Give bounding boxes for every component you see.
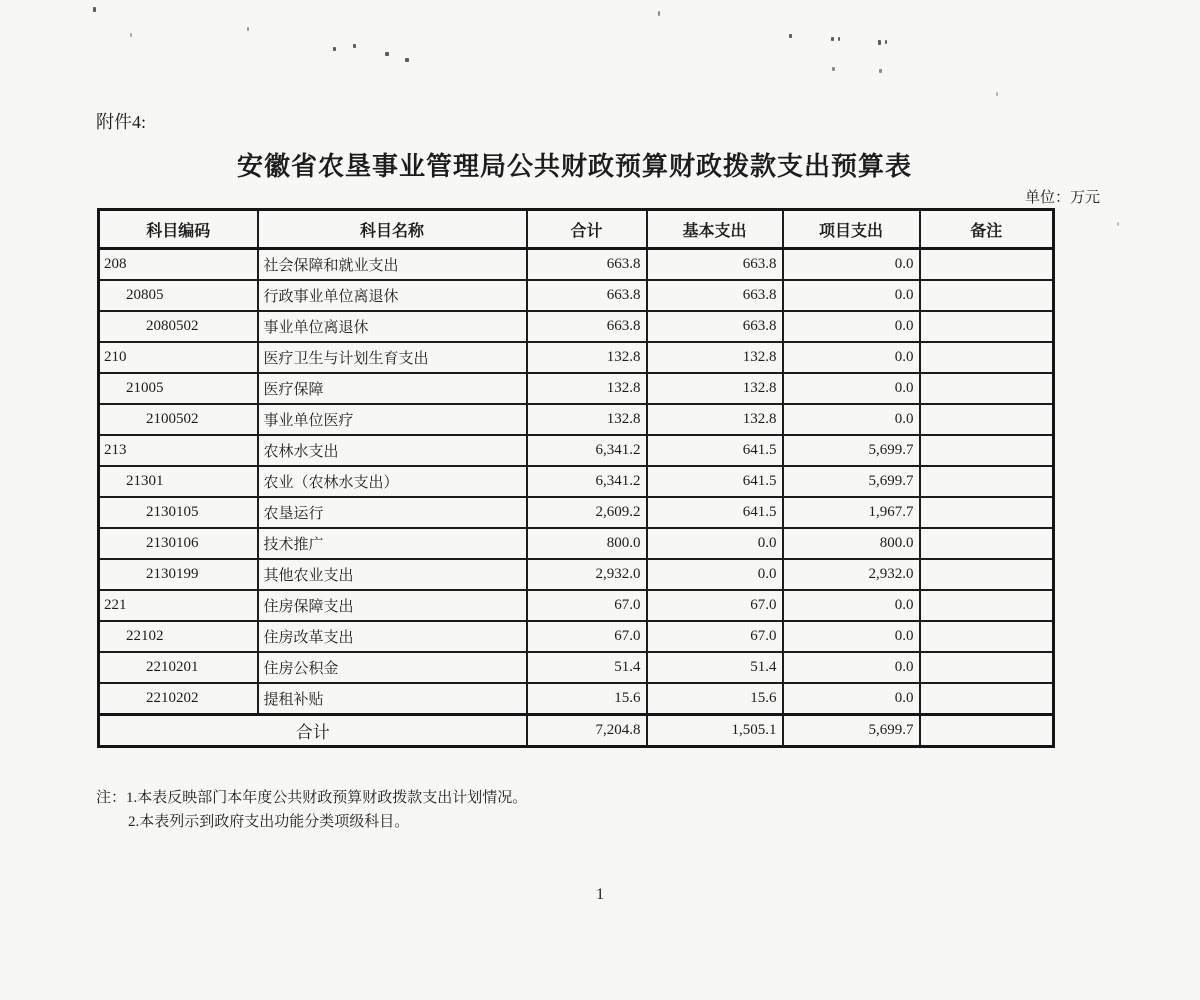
row-total-cell: 67.0: [527, 590, 647, 621]
total-row-label: 合计: [99, 715, 527, 747]
row-code-cell: 22102: [99, 621, 258, 652]
row-name-cell: 社会保障和就业支出: [258, 249, 527, 281]
row-project-cell: 1,967.7: [783, 497, 920, 528]
row-remark-cell: [920, 249, 1054, 281]
row-basic-cell: 663.8: [647, 311, 783, 342]
row-project-cell: 5,699.7: [783, 435, 920, 466]
scan-speck: [333, 47, 336, 51]
row-total-cell: 663.8: [527, 249, 647, 281]
column-header-total: 合计: [527, 210, 647, 249]
row-total-cell: 132.8: [527, 404, 647, 435]
row-project-cell: 0.0: [783, 683, 920, 715]
row-project-cell: 0.0: [783, 652, 920, 683]
row-remark-cell: [920, 683, 1054, 715]
row-project-cell: 0.0: [783, 590, 920, 621]
column-header-name: 科目名称: [258, 210, 527, 249]
row-basic-cell: 15.6: [647, 683, 783, 715]
column-header-basic: 基本支出: [647, 210, 783, 249]
scan-speck: [1117, 222, 1119, 226]
row-total-cell: 67.0: [527, 621, 647, 652]
row-remark-cell: [920, 559, 1054, 590]
row-total-cell: 663.8: [527, 311, 647, 342]
row-basic-cell: 641.5: [647, 435, 783, 466]
row-name-cell: 农林水支出: [258, 435, 527, 466]
scan-speck: [879, 69, 882, 73]
row-total-cell: 51.4: [527, 652, 647, 683]
row-name-cell: 行政事业单位离退休: [258, 280, 527, 311]
row-code-cell: 20805: [99, 280, 258, 311]
row-basic-cell: 51.4: [647, 652, 783, 683]
row-code-cell: 2210202: [99, 683, 258, 715]
table-row: [99, 342, 1054, 373]
scan-speck: [405, 58, 409, 62]
row-name-cell: 农垦运行: [258, 497, 527, 528]
row-total-cell: 6,341.2: [527, 466, 647, 497]
unit-label: 单位：万元: [1024, 190, 1100, 206]
row-total-cell: 2,932.0: [527, 559, 647, 590]
scan-speck: [353, 44, 356, 48]
scan-speck: [247, 27, 249, 31]
row-project-cell: 2,932.0: [783, 559, 920, 590]
row-project-cell: 0.0: [783, 342, 920, 373]
row-remark-cell: [920, 590, 1054, 621]
column-header-remark: 备注: [920, 210, 1054, 249]
footnote-2: 2.本表列示到政府支出功能分类项级科目。: [128, 814, 410, 830]
scan-speck: [832, 67, 835, 71]
table-row: [99, 466, 1054, 497]
row-project-cell: 800.0: [783, 528, 920, 559]
row-code-cell: 21005: [99, 373, 258, 404]
total-row-remark: [920, 715, 1054, 747]
row-name-cell: 医疗保障: [258, 373, 527, 404]
row-total-cell: 132.8: [527, 373, 647, 404]
row-project-cell: 0.0: [783, 404, 920, 435]
row-remark-cell: [920, 435, 1054, 466]
row-basic-cell: 0.0: [647, 559, 783, 590]
row-code-cell: 2130199: [99, 559, 258, 590]
table-row: [99, 373, 1054, 404]
row-name-cell: 住房公积金: [258, 652, 527, 683]
row-project-cell: 0.0: [783, 373, 920, 404]
row-name-cell: 提租补贴: [258, 683, 527, 715]
row-code-cell: 210: [99, 342, 258, 373]
row-basic-cell: 67.0: [647, 621, 783, 652]
table-row: [99, 621, 1054, 652]
table-row: [99, 311, 1054, 342]
footnotes: [96, 786, 527, 834]
row-code-cell: 2130106: [99, 528, 258, 559]
total-row-basic: 1,505.1: [647, 715, 783, 747]
row-remark-cell: [920, 280, 1054, 311]
row-code-cell: 2130105: [99, 497, 258, 528]
scan-speck: [878, 40, 881, 45]
table-header-row: [99, 210, 1054, 249]
row-project-cell: 0.0: [783, 249, 920, 281]
row-remark-cell: [920, 621, 1054, 652]
scan-speck: [130, 33, 132, 37]
row-total-cell: 132.8: [527, 342, 647, 373]
row-name-cell: 事业单位离退休: [258, 311, 527, 342]
row-basic-cell: 663.8: [647, 249, 783, 281]
table-row: [99, 280, 1054, 311]
footnote-1: 注：1.本表反映部门本年度公共财政预算财政拨款支出计划情况。: [96, 790, 528, 806]
column-header-project: 项目支出: [783, 210, 920, 249]
row-remark-cell: [920, 652, 1054, 683]
scan-speck: [385, 52, 389, 56]
table-total-row: [99, 715, 1054, 747]
row-remark-cell: [920, 497, 1054, 528]
total-row-project: 5,699.7: [783, 715, 920, 747]
table-body: [99, 249, 1054, 715]
scan-speck: [838, 37, 840, 41]
row-code-cell: 2100502: [99, 404, 258, 435]
row-remark-cell: [920, 373, 1054, 404]
row-name-cell: 其他农业支出: [258, 559, 527, 590]
row-basic-cell: 132.8: [647, 342, 783, 373]
row-name-cell: 住房改革支出: [258, 621, 527, 652]
row-remark-cell: [920, 342, 1054, 373]
row-name-cell: 住房保障支出: [258, 590, 527, 621]
row-code-cell: 21301: [99, 466, 258, 497]
scan-speck: [885, 40, 887, 44]
row-total-cell: 6,341.2: [527, 435, 647, 466]
row-project-cell: 0.0: [783, 621, 920, 652]
row-remark-cell: [920, 528, 1054, 559]
page-number: 1: [596, 886, 604, 903]
scan-speck: [789, 34, 792, 38]
row-basic-cell: 132.8: [647, 373, 783, 404]
row-total-cell: 800.0: [527, 528, 647, 559]
row-project-cell: 0.0: [783, 280, 920, 311]
row-code-cell: 208: [99, 249, 258, 281]
row-remark-cell: [920, 466, 1054, 497]
scan-speck: [658, 11, 660, 16]
row-remark-cell: [920, 311, 1054, 342]
table-row: [99, 528, 1054, 559]
row-basic-cell: 663.8: [647, 280, 783, 311]
row-remark-cell: [920, 404, 1054, 435]
row-name-cell: 事业单位医疗: [258, 404, 527, 435]
row-code-cell: 221: [99, 590, 258, 621]
table-row: [99, 683, 1054, 715]
row-code-cell: 213: [99, 435, 258, 466]
table-row: [99, 497, 1054, 528]
column-header-code: 科目编码: [99, 210, 258, 249]
table-row: [99, 652, 1054, 683]
table-row: [99, 404, 1054, 435]
row-basic-cell: 132.8: [647, 404, 783, 435]
row-basic-cell: 641.5: [647, 497, 783, 528]
row-total-cell: 663.8: [527, 280, 647, 311]
row-name-cell: 技术推广: [258, 528, 527, 559]
row-name-cell: 医疗卫生与计划生育支出: [258, 342, 527, 373]
row-basic-cell: 67.0: [647, 590, 783, 621]
table-row: [99, 590, 1054, 621]
row-basic-cell: 641.5: [647, 466, 783, 497]
row-total-cell: 15.6: [527, 683, 647, 715]
page-title: 安徽省农垦事业管理局公共财政预算财政拨款支出预算表: [236, 152, 912, 181]
scan-speck: [93, 7, 96, 12]
table-row: [99, 249, 1054, 281]
attachment-label: 附件4:: [96, 112, 147, 132]
row-basic-cell: 0.0: [647, 528, 783, 559]
scan-speck: [996, 92, 998, 96]
row-total-cell: 2,609.2: [527, 497, 647, 528]
row-code-cell: 2210201: [99, 652, 258, 683]
row-code-cell: 2080502: [99, 311, 258, 342]
row-project-cell: 5,699.7: [783, 466, 920, 497]
total-row-total: 7,204.8: [527, 715, 647, 747]
table-row: [99, 559, 1054, 590]
budget-table: [97, 208, 1055, 748]
row-name-cell: 农业（农林水支出）: [258, 466, 527, 497]
row-project-cell: 0.0: [783, 311, 920, 342]
table-row: [99, 435, 1054, 466]
scan-speck: [831, 37, 834, 41]
